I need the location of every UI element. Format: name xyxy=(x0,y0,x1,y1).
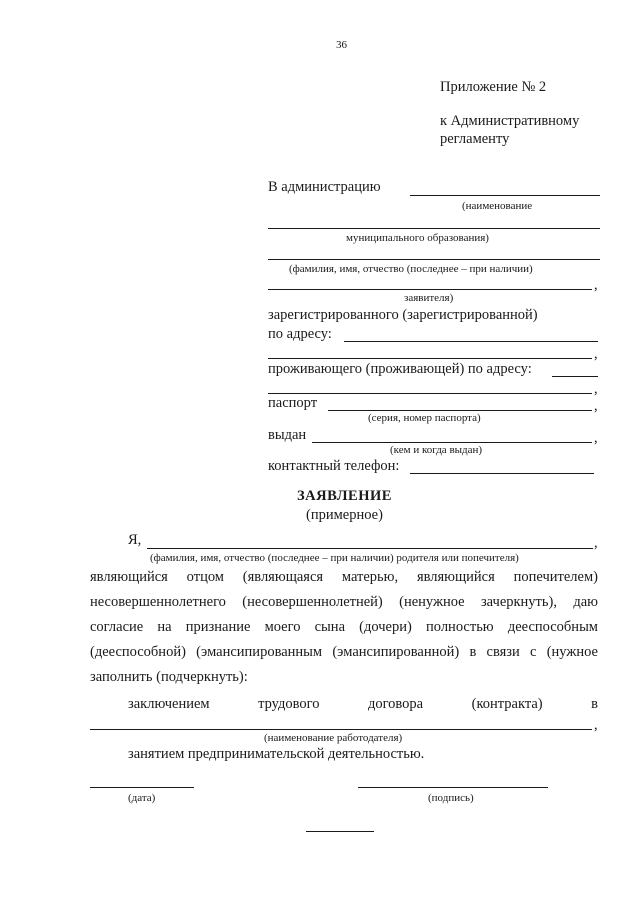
word: попечителем) xyxy=(513,569,598,585)
word: (контракта) xyxy=(471,696,543,712)
word: (дочери) xyxy=(359,619,412,635)
date-hint: (дата) xyxy=(128,792,156,804)
word: признание xyxy=(185,619,251,635)
date-line[interactable] xyxy=(90,787,194,788)
applicant-fio-line[interactable] xyxy=(268,259,600,260)
word: в xyxy=(591,696,598,712)
admin-name-line-2[interactable] xyxy=(268,228,600,229)
word: заключением xyxy=(128,696,210,712)
admin-name-hint: (наименование xyxy=(462,200,533,212)
word: зачеркнуть), xyxy=(480,594,557,610)
issued-line[interactable] xyxy=(312,442,592,443)
appendix-title: Приложение № 2 xyxy=(440,79,547,95)
word: с xyxy=(530,644,537,660)
word: моего xyxy=(264,619,301,635)
word: (дееспособной) xyxy=(90,644,186,660)
issued-hint: (кем и когда выдан) xyxy=(390,444,483,456)
page-number: 36 xyxy=(336,39,347,51)
word: сына xyxy=(314,619,345,635)
word: являющийся xyxy=(416,569,495,585)
word: согласие xyxy=(90,619,144,635)
signature-line[interactable] xyxy=(358,787,548,788)
municipal-hint: муниципального образования) xyxy=(346,232,489,244)
passport-hint: (серия, номер паспорта) xyxy=(368,412,481,424)
parent-hint: (фамилия, имя, отчество (последнее – при наличии) родителя или попечителя) xyxy=(150,552,519,564)
body-line-4 xyxy=(90,645,598,660)
residing-label: проживающего (проживающей) по адресу: xyxy=(268,361,532,377)
word: (нужное xyxy=(546,644,598,660)
word: даю xyxy=(573,594,598,610)
comma: , xyxy=(594,398,598,414)
comma: , xyxy=(594,535,598,551)
word: (ненужное xyxy=(399,594,465,610)
word: являющийся xyxy=(90,569,168,585)
address-label: по адресу: xyxy=(268,326,332,342)
phone-line[interactable] xyxy=(410,473,594,474)
i-label: Я, xyxy=(128,532,142,548)
applicant-fio-line-2[interactable] xyxy=(268,289,592,290)
statement-subtitle: (примерное) xyxy=(306,507,383,523)
word: полностью xyxy=(426,619,494,635)
applicant-hint: заявителя) xyxy=(404,292,454,304)
residing-line-2[interactable] xyxy=(268,393,592,394)
appendix-to-line1: к Административному xyxy=(440,113,580,129)
registered-label: зарегистрированного (зарегистрированной) xyxy=(268,307,538,323)
comma: , xyxy=(594,430,598,446)
residing-line[interactable] xyxy=(552,376,598,377)
applicant-fio-hint: (фамилия, имя, отчество (последнее – при наличии) xyxy=(289,263,533,275)
end-divider xyxy=(306,831,374,832)
statement-title: ЗАЯВЛЕНИЕ xyxy=(297,488,392,504)
option-employment xyxy=(128,697,598,712)
admin-name-line[interactable] xyxy=(410,195,600,196)
word: договора xyxy=(367,696,424,712)
option-business: занятием предпринимательской деятельностью. xyxy=(128,746,425,762)
address-line[interactable] xyxy=(344,341,598,342)
word: матерью, xyxy=(341,569,399,585)
address-line-2[interactable] xyxy=(268,358,592,359)
issued-label: выдан xyxy=(268,427,307,443)
comma: , xyxy=(594,717,598,733)
word: (эмансипированным xyxy=(196,644,323,660)
comma: , xyxy=(594,381,598,397)
body-line-3 xyxy=(90,620,598,635)
word: (несовершеннолетней) xyxy=(242,594,383,610)
comma: , xyxy=(594,277,598,293)
word: (являющаяся xyxy=(242,569,324,585)
word: в xyxy=(469,644,477,660)
body-line-1 xyxy=(90,570,598,585)
word: связи xyxy=(486,644,520,660)
signature-hint: (подпись) xyxy=(428,792,474,804)
word: отцом xyxy=(186,569,224,585)
word: дееспособным xyxy=(507,619,598,635)
body-line-5: заполнить (подчеркнуть): xyxy=(90,669,248,685)
word: несовершеннолетнего xyxy=(90,594,226,610)
body-line-2 xyxy=(90,595,598,610)
word: на xyxy=(157,619,172,635)
passport-line[interactable] xyxy=(328,410,592,411)
employer-line[interactable] xyxy=(90,729,592,730)
phone-label: контактный телефон: xyxy=(268,458,400,474)
passport-label: паспорт xyxy=(268,395,318,411)
appendix-to-line2: регламенту xyxy=(440,131,510,147)
to-admin-label: В администрацию xyxy=(268,179,381,195)
parent-fio-line[interactable] xyxy=(147,548,593,549)
word: (эмансипированной) xyxy=(332,644,460,660)
comma: , xyxy=(594,346,598,362)
word: трудового xyxy=(258,696,320,712)
employer-hint: (наименование работодателя) xyxy=(264,732,403,744)
